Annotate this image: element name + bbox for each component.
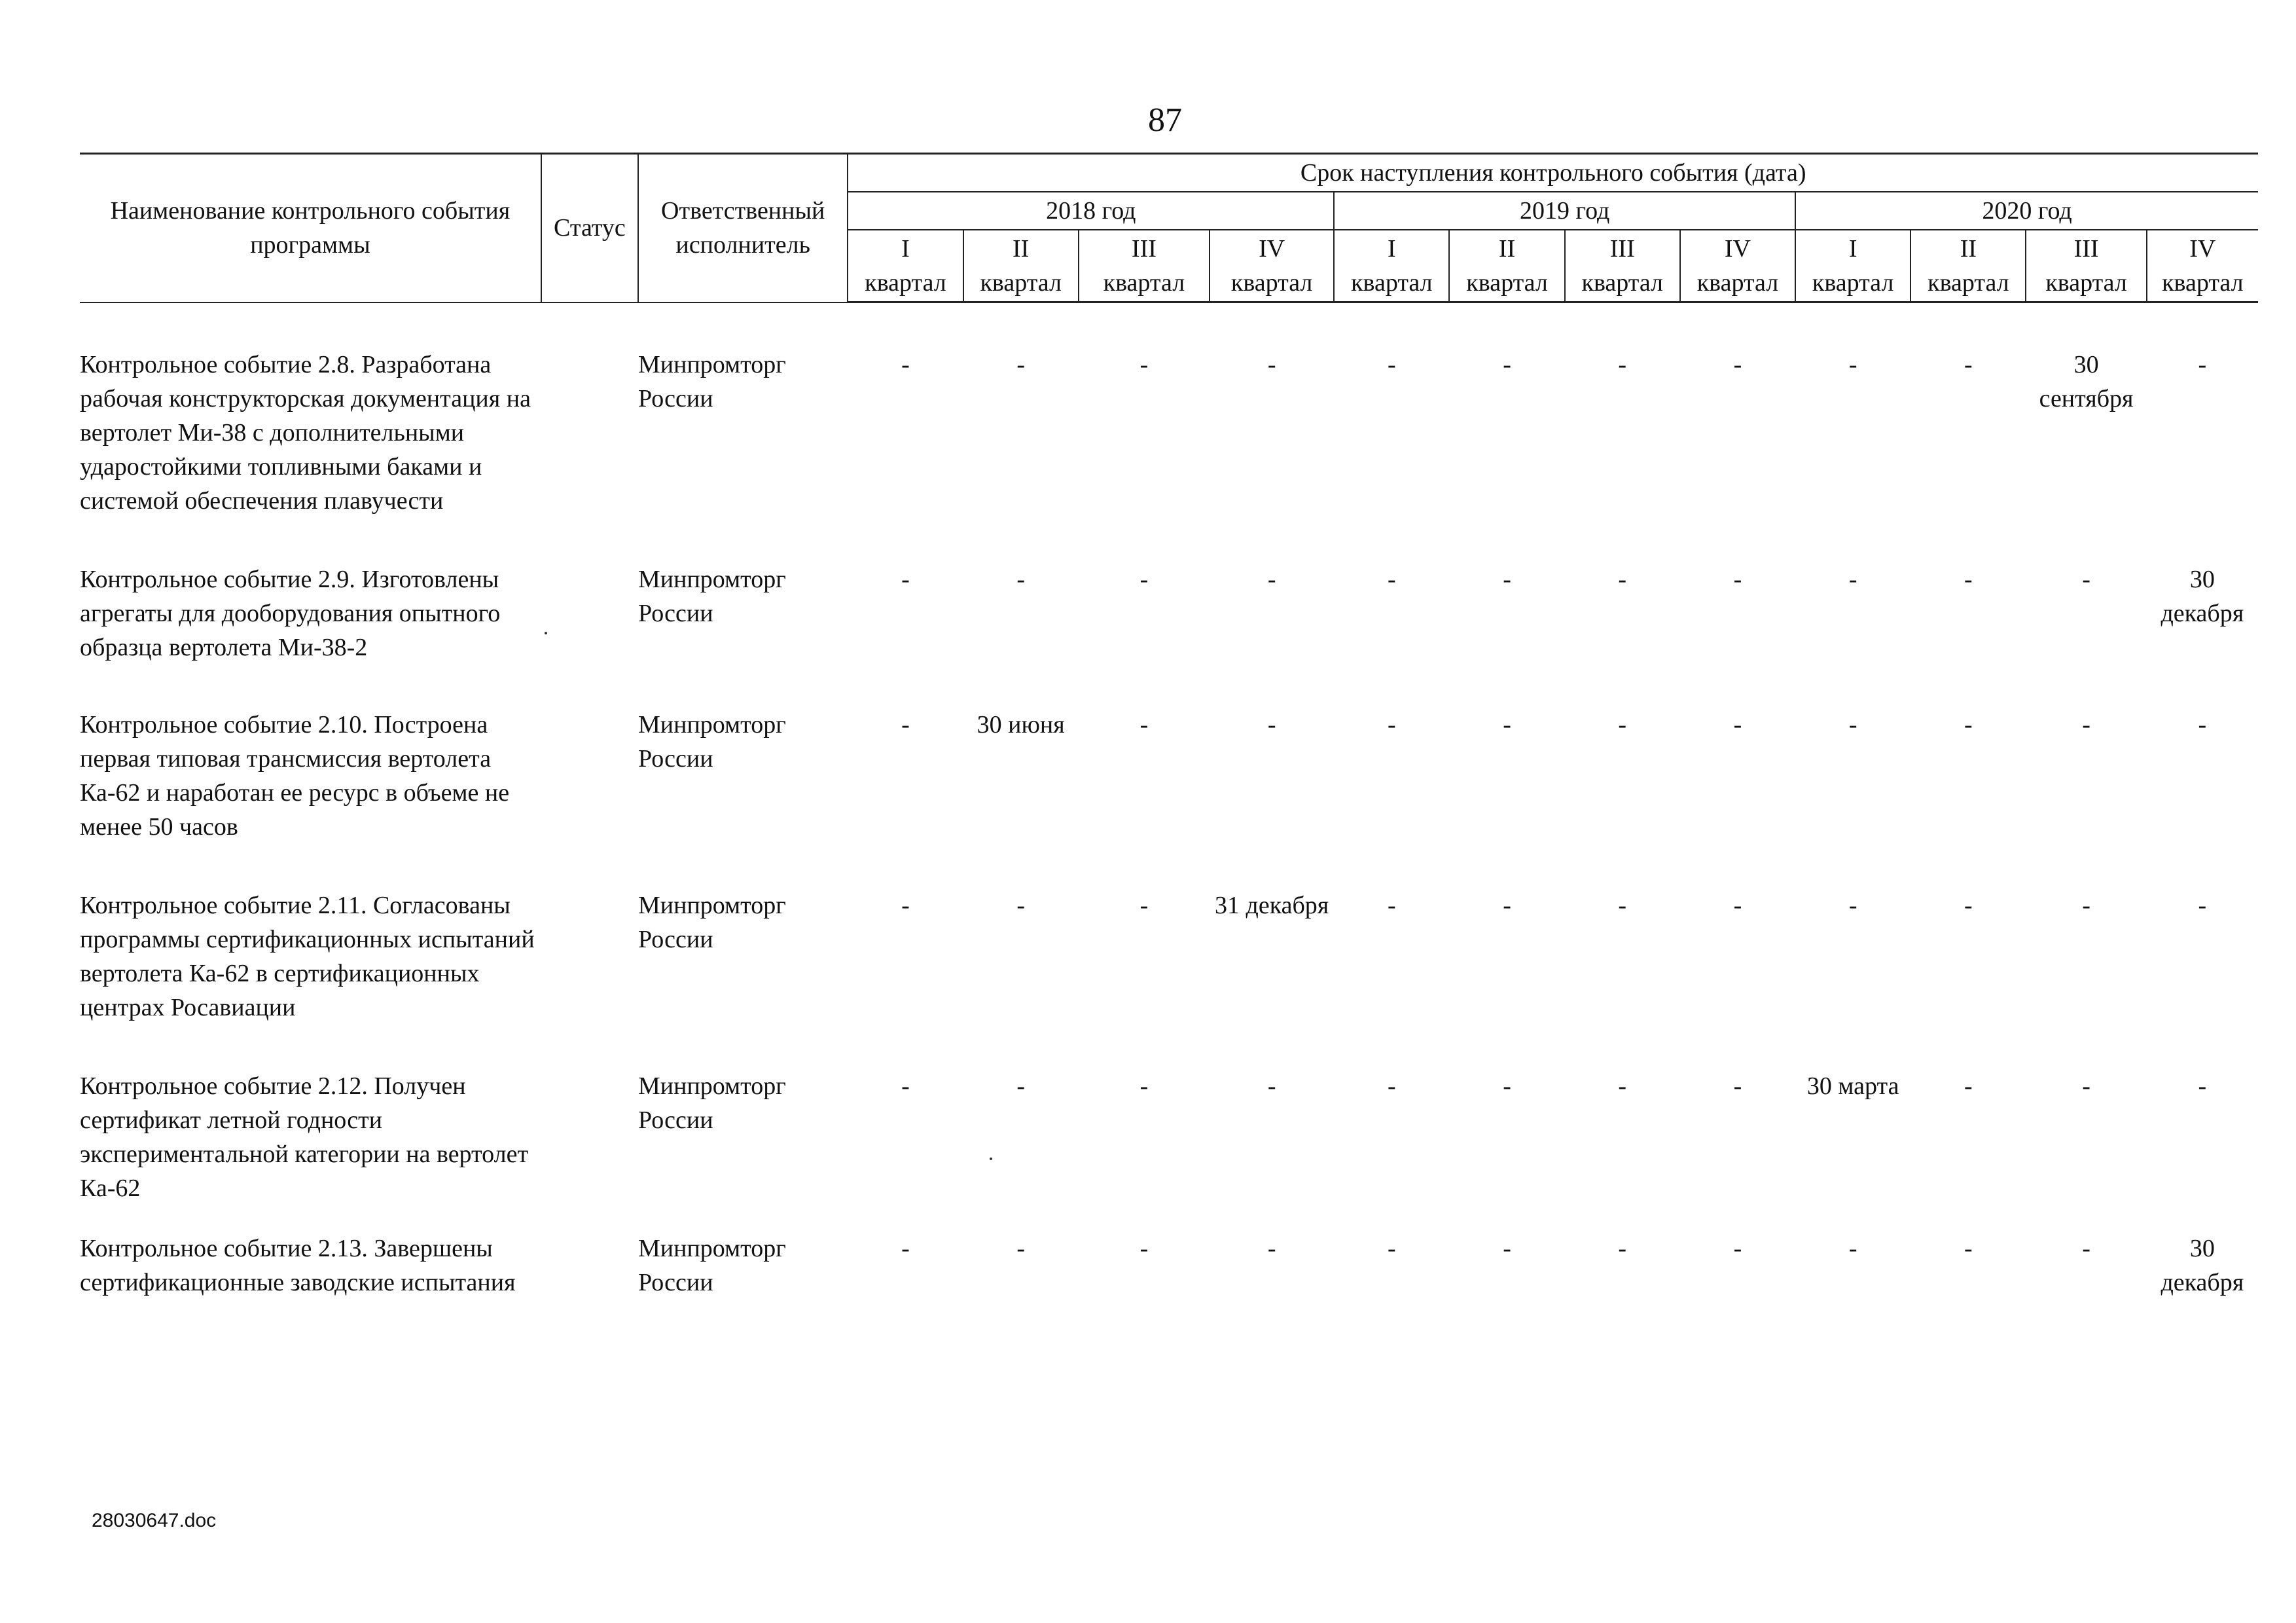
table-row — [80, 844, 2258, 1025]
quarter-cell: - — [2198, 891, 2207, 919]
quarter-number: IV — [2189, 235, 2216, 263]
quarter-unit: квартал — [865, 269, 946, 297]
quarter-number: II — [1960, 235, 1977, 263]
column-header-status: Статус — [541, 154, 638, 302]
column-header-responsible: Ответственный исполнитель — [638, 154, 848, 302]
quarter-cell: - — [1733, 1072, 1742, 1100]
quarter-unit: квартал — [980, 269, 1062, 297]
quarter-cell: 31 декабря — [1215, 891, 1329, 919]
quarter-cell: - — [2198, 710, 2207, 739]
quarter-header — [848, 230, 963, 302]
quarter-cell: - — [1964, 565, 1973, 593]
event-status — [541, 665, 638, 844]
event-status — [541, 518, 638, 665]
event-name: Контрольное событие 2.8. Разработана рабочая конструкторская документация на вертолет Ми-38 с дополнительными ударостойкими топливными баками и системой обеспечения плавучести — [80, 350, 531, 515]
event-responsible: Минпромторг России — [638, 350, 786, 412]
year-header-2018: 2018 год — [848, 192, 1334, 230]
event-status — [541, 302, 638, 518]
quarter-cell: - — [1388, 565, 1396, 593]
quarter-number: II — [1498, 235, 1516, 263]
table-row — [80, 518, 2258, 665]
quarter-cell: - — [1848, 710, 1857, 739]
quarter-cell: - — [901, 1072, 910, 1100]
quarter-header — [1334, 230, 1449, 302]
quarter-cell: - — [1964, 1072, 1973, 1100]
quarter-cell: - — [2198, 351, 2207, 378]
quarter-cell: - — [1848, 891, 1857, 919]
quarter-unit: квартал — [1812, 269, 1894, 297]
quarter-cell: - — [1964, 1234, 1973, 1262]
column-header-name: Наименование контрольного события программы — [80, 154, 541, 302]
quarter-header — [1210, 230, 1334, 302]
quarter-cell: 30 июня — [977, 710, 1065, 739]
event-name: Контрольное событие 2.13. Завершены сертификационные заводские испытания — [80, 1234, 516, 1296]
quarter-cell: - — [1388, 1072, 1396, 1100]
quarter-unit: квартал — [1230, 269, 1313, 297]
quarter-unit: квартал — [2162, 269, 2244, 297]
table-row — [80, 302, 2258, 518]
quarter-number: I — [1848, 235, 1857, 263]
quarter-cell: - — [1139, 1234, 1149, 1262]
quarter-cell: - — [901, 351, 910, 378]
event-responsible: Минпромторг России — [638, 565, 786, 627]
quarter-number: III — [1131, 235, 1157, 263]
quarter-cell: - — [1139, 351, 1149, 378]
quarter-cell: 30 марта — [1806, 1072, 1899, 1100]
scan-speck — [990, 1158, 992, 1160]
quarter-cell: 30 сентября — [2039, 351, 2134, 412]
quarter-cell: - — [1503, 565, 1511, 593]
quarter-cell: - — [1388, 1234, 1396, 1262]
quarter-cell: - — [901, 710, 910, 739]
quarter-cell: - — [1267, 565, 1276, 593]
quarter-cell: - — [2082, 891, 2090, 919]
quarter-unit: квартал — [1696, 269, 1779, 297]
quarter-header — [1680, 230, 1795, 302]
quarter-cell: - — [1388, 710, 1396, 739]
column-header-term: Срок наступления контрольного события (дата) — [848, 154, 2258, 192]
quarter-header — [1565, 230, 1680, 302]
quarter-cell: - — [1733, 710, 1742, 739]
quarter-cell: - — [1503, 1072, 1511, 1100]
quarter-cell: - — [1733, 891, 1742, 919]
quarter-cell: - — [1618, 891, 1627, 919]
quarter-cell: - — [1267, 1072, 1276, 1100]
quarter-header — [1079, 230, 1210, 302]
event-name: Контрольное событие 2.11. Согласованы программы сертификационных испытаний вертолета Ка-62 в сертификационных центрах Росавиации — [80, 891, 535, 1021]
event-status — [541, 1025, 638, 1205]
quarter-cell: - — [1733, 351, 1742, 378]
quarter-unit: квартал — [1581, 269, 1664, 297]
quarter-cell: - — [1267, 351, 1276, 378]
table-row — [80, 1205, 2258, 1300]
quarter-number: III — [1609, 235, 1635, 263]
event-responsible: Минпромторг России — [638, 1072, 786, 1134]
quarter-unit: квартал — [1351, 269, 1433, 297]
page-number: 87 — [1148, 101, 1182, 139]
quarter-cell: - — [1503, 891, 1511, 919]
quarter-header — [963, 230, 1079, 302]
quarter-cell: - — [1139, 710, 1149, 739]
quarter-cell: - — [2198, 1072, 2207, 1100]
quarter-header — [1449, 230, 1564, 302]
quarter-cell: - — [1267, 1234, 1276, 1262]
quarter-cell: - — [1618, 351, 1627, 378]
quarter-cell: - — [1964, 710, 1973, 739]
quarter-header — [1795, 230, 1910, 302]
quarter-cell: - — [1016, 565, 1026, 593]
quarter-cell: - — [1848, 565, 1857, 593]
event-status — [541, 1205, 638, 1300]
quarter-cell: - — [2082, 710, 2090, 739]
quarter-cell: - — [1503, 1234, 1511, 1262]
quarter-cell: - — [1733, 565, 1742, 593]
quarter-cell: - — [1388, 351, 1396, 378]
control-events-table-wrapper — [80, 153, 2258, 1300]
scan-speck — [545, 632, 547, 634]
control-events-table — [80, 153, 2258, 1300]
quarter-cell: - — [1016, 1072, 1026, 1100]
quarter-cell: 30 декабря — [2161, 565, 2244, 627]
event-name: Контрольное событие 2.9. Изготовлены агрегаты для дооборудования опытного образца вертолета Ми-38-2 — [80, 565, 501, 661]
quarter-header — [1910, 230, 2026, 302]
document-filename: 28030647.doc — [92, 1510, 217, 1531]
quarter-cell: - — [1503, 351, 1511, 378]
quarter-unit: квартал — [2045, 269, 2127, 297]
quarter-cell: - — [1733, 1234, 1742, 1262]
quarter-cell: - — [1139, 565, 1149, 593]
event-responsible: Минпромторг России — [638, 891, 786, 953]
quarter-number: I — [1388, 235, 1396, 263]
quarter-number: I — [901, 235, 910, 263]
event-responsible: Минпромторг России — [638, 1234, 786, 1296]
quarter-unit: квартал — [1928, 269, 2009, 297]
quarter-cell: - — [1848, 1234, 1857, 1262]
table-row — [80, 1025, 2258, 1205]
quarter-cell: - — [2082, 1072, 2090, 1100]
table-body — [80, 302, 2258, 1300]
quarter-header — [2026, 230, 2146, 302]
quarter-cell: - — [1388, 891, 1396, 919]
quarter-cell: - — [1618, 710, 1627, 739]
quarter-cell: - — [1139, 891, 1149, 919]
year-header-2019: 2019 год — [1334, 192, 1795, 230]
quarter-cell: - — [2082, 1234, 2090, 1262]
quarter-cell: - — [901, 891, 910, 919]
quarter-number: IV — [1724, 235, 1751, 263]
year-header-2020: 2020 год — [1795, 192, 2258, 230]
quarter-cell: - — [901, 565, 910, 593]
quarter-cell: - — [901, 1234, 910, 1262]
quarter-cell: - — [1848, 351, 1857, 378]
event-name: Контрольное событие 2.10. Построена первая типовая трансмиссия вертолета Ка-62 и наработан ее ресурс в объеме не менее 50 часов — [80, 710, 510, 841]
quarter-cell: - — [1618, 1072, 1627, 1100]
table-row — [80, 665, 2258, 844]
quarter-unit: квартал — [1103, 269, 1185, 297]
quarter-cell: - — [1139, 1072, 1149, 1100]
event-status — [541, 844, 638, 1025]
quarter-cell: - — [1016, 351, 1026, 378]
quarter-cell: - — [1618, 565, 1627, 593]
quarter-unit: квартал — [1466, 269, 1548, 297]
event-name: Контрольное событие 2.12. Получен сертификат летной годности экспериментальной категории на вертолет Ка-62 — [80, 1072, 529, 1202]
quarter-cell: - — [1267, 710, 1276, 739]
quarter-cell: - — [1964, 351, 1973, 378]
quarter-cell: - — [2082, 565, 2090, 593]
quarter-cell: - — [1964, 891, 1973, 919]
quarter-header — [2147, 230, 2258, 302]
quarter-cell: - — [1016, 1234, 1026, 1262]
quarter-number: II — [1013, 235, 1030, 263]
quarter-cell: - — [1016, 891, 1026, 919]
quarter-number: IV — [1259, 235, 1285, 263]
event-responsible: Минпромторг России — [638, 710, 786, 773]
quarter-cell: - — [1503, 710, 1511, 739]
quarter-number: III — [2073, 235, 2099, 263]
quarter-cell: - — [1618, 1234, 1627, 1262]
quarter-cell: 30 декабря — [2161, 1234, 2244, 1296]
